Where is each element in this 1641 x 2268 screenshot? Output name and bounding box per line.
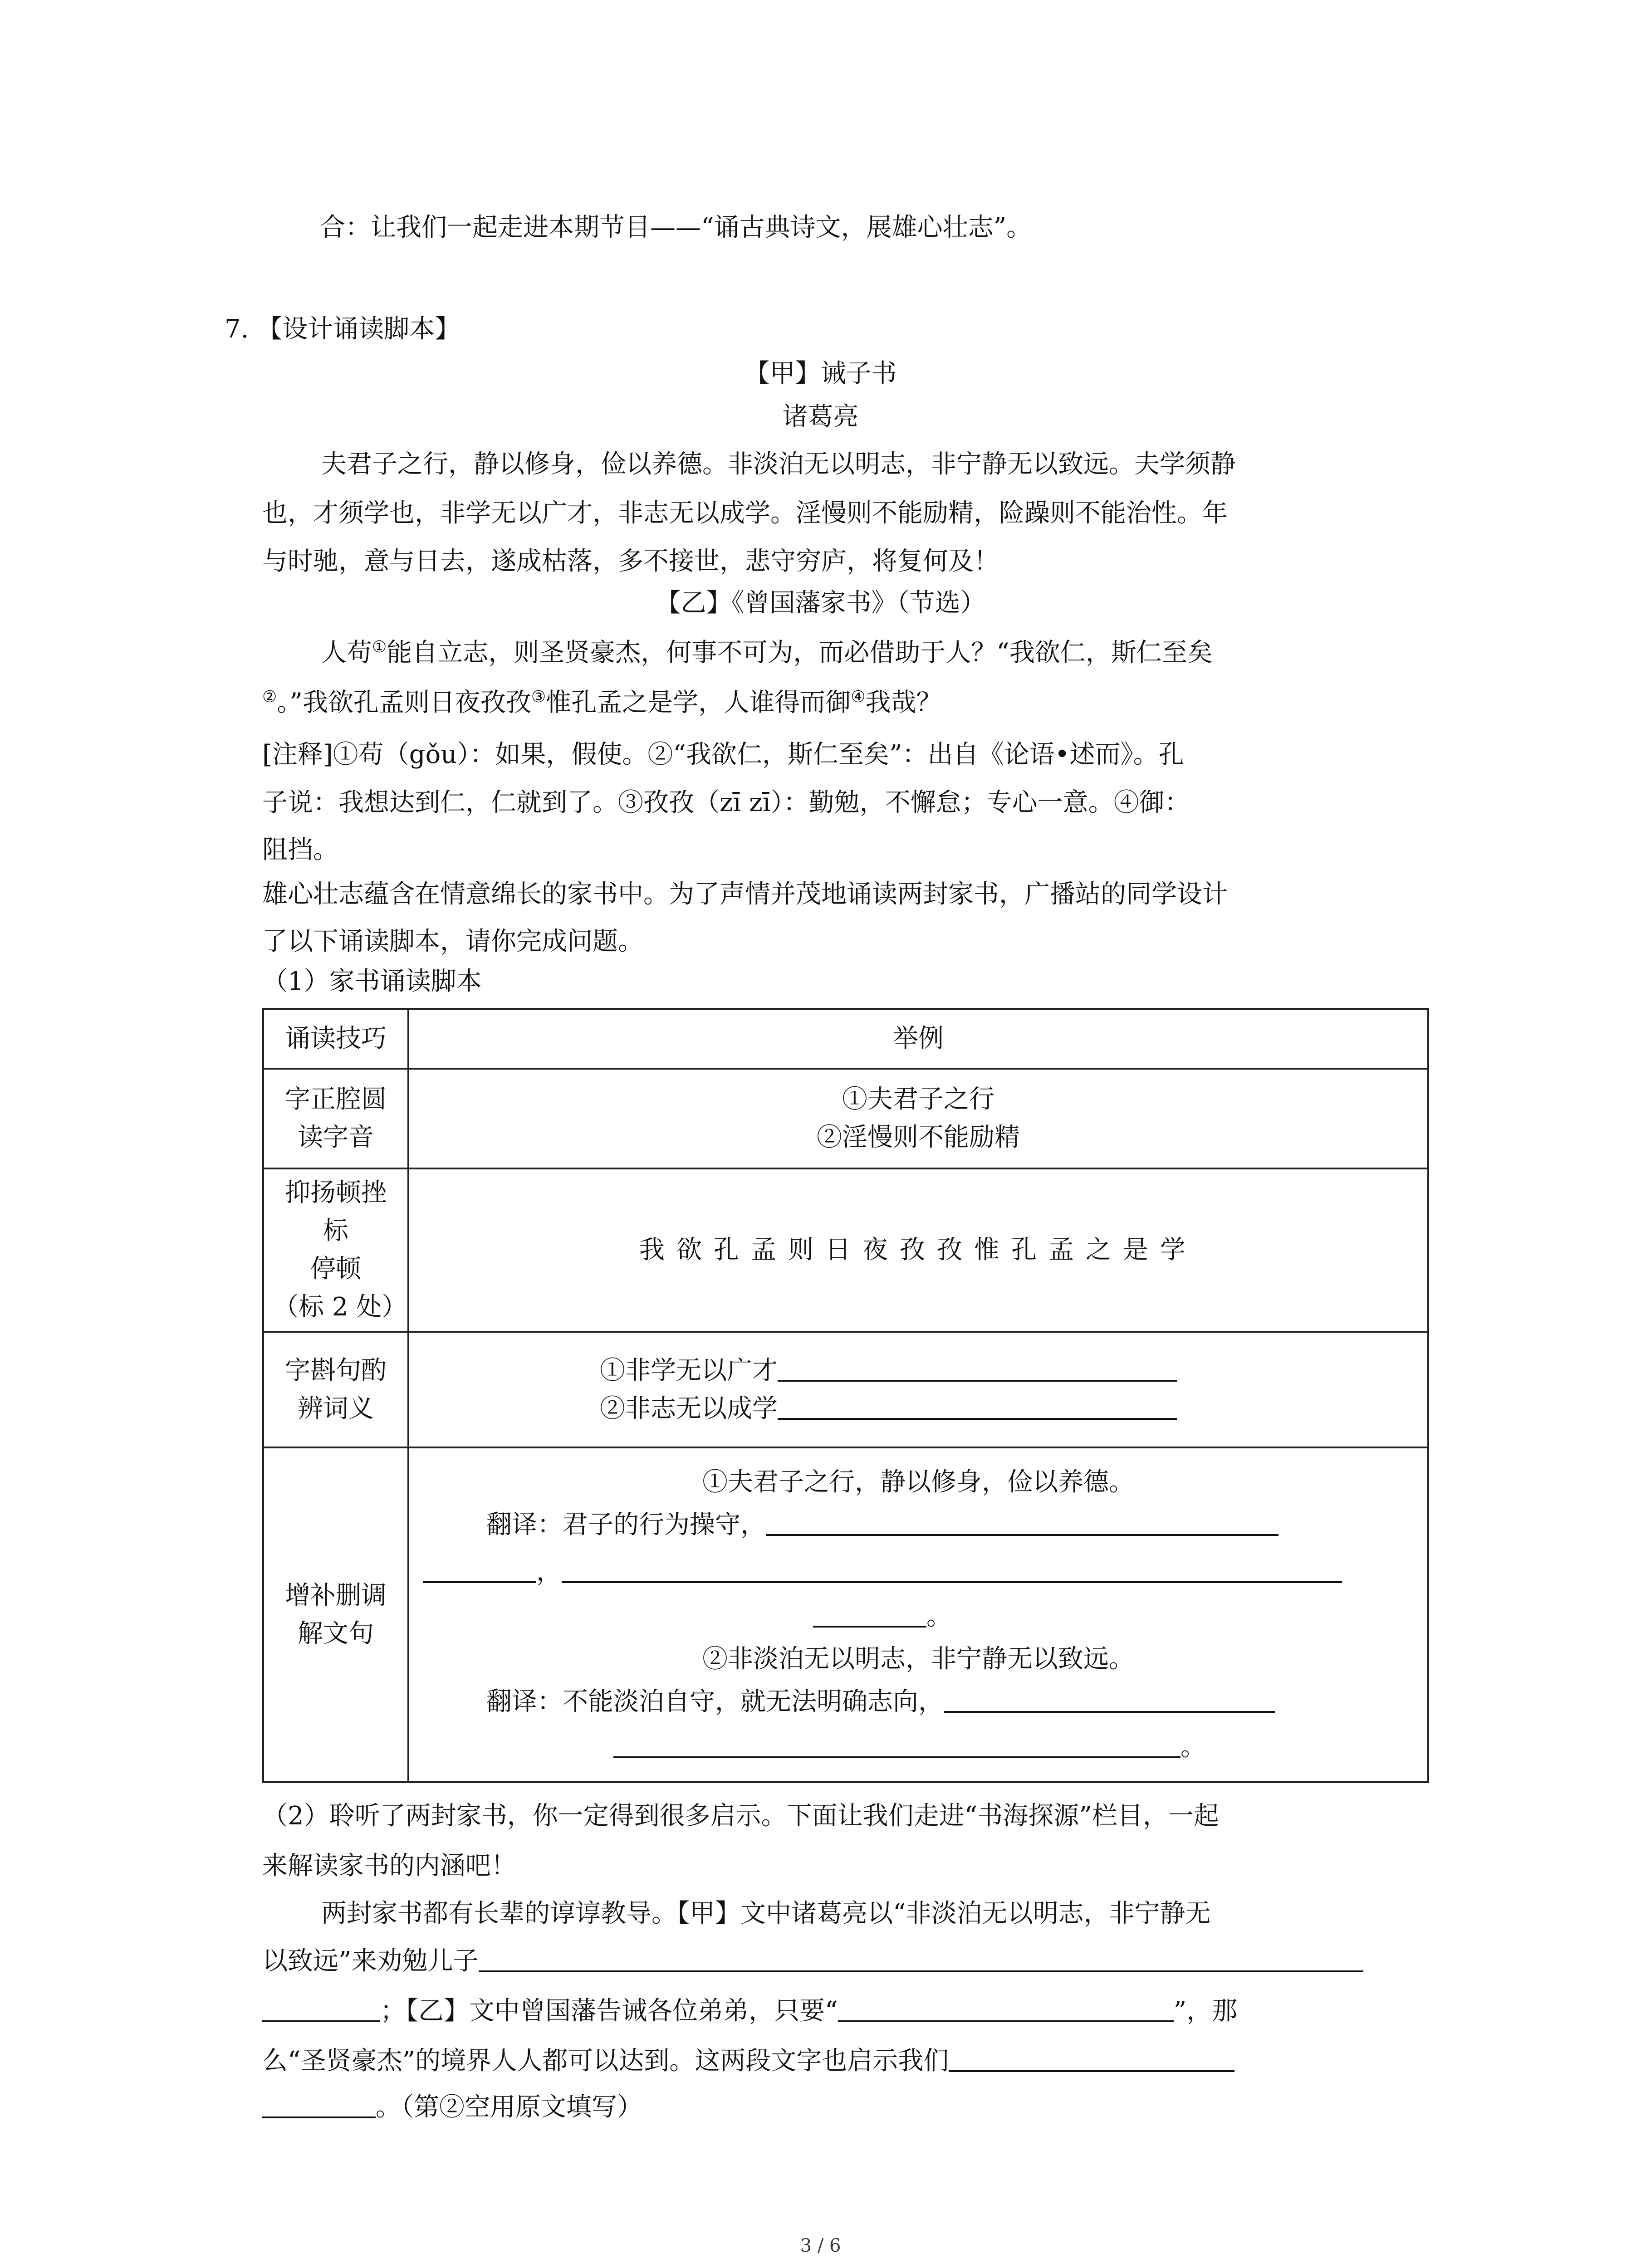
word-meaning-item: ①非学无以广才 <box>418 1352 1418 1390</box>
note-line: [注释]①苟（gǒu）：如果，假使。②“我欲仁，斯仁至矣”：出自《论语•述而》。孔 <box>262 740 1184 769</box>
translation-line: 。 <box>423 1728 1414 1766</box>
header-example: 举例 <box>408 1009 1428 1069</box>
note-line: 阻挡。 <box>262 835 338 865</box>
part2-line: 两封家书都有长辈的谆谆教导。【甲】文中诸葛亮以“非淡泊无以明志，非宁静无 <box>321 1899 1211 1928</box>
translation-cell <box>408 1447 1428 1782</box>
part2-line: 。（第②空用原文填写） <box>262 2092 642 2122</box>
table-row <box>263 1332 1428 1447</box>
source-sentence: ①夫君子之行，静以修身，俭以养德。 <box>702 1467 1134 1497</box>
skill-cell: 增补删调解文句 <box>263 1447 408 1782</box>
example-cell <box>408 1069 1428 1168</box>
source-sentence: ②非淡泊无以明志，非宁静无以致远。 <box>702 1644 1134 1674</box>
pause-sentence[interactable]: 我欲孔孟则日夜孜孜惟孔孟之是学 <box>639 1235 1197 1265</box>
jia-text-line: 也，才须学也，非学无以广才，非志无以成学。淫慢则不能励精，险躁则不能治性。年 <box>262 499 1228 528</box>
yi-title: 【乙】《曾国藩家书》（节选） <box>655 588 986 618</box>
note-line: 子说：我想达到仁，仁就到了。③孜孜（zī zī）：勤勉，不懈怠；专心一意。④御： <box>262 788 1190 817</box>
answer-blank[interactable] <box>562 1558 1342 1583</box>
lead-line: 了以下诵读脚本，请你完成问题。 <box>262 927 643 956</box>
yi-text-line-1: 人苟①能自立志，则圣贤豪杰，何事不可为，而必借助于人？“我欲仁，斯仁至矣 <box>321 638 1213 668</box>
table-row <box>263 1069 1428 1168</box>
table-header-row <box>263 1009 1428 1069</box>
part2-line: 来解读家书的内涵吧！ <box>262 1851 516 1881</box>
skill-cell: 字正腔圆读字音 <box>263 1069 408 1168</box>
skill-cell: 字斟句酌辨词义 <box>263 1332 408 1447</box>
page-number: 3 / 6 <box>800 2235 841 2256</box>
answer-blank-3[interactable] <box>949 2047 1234 2072</box>
subquestion-1-title: （1）家书诵读脚本 <box>262 967 482 996</box>
translation-line: 翻译：君子的行为操守， <box>423 1506 1414 1544</box>
answer-blank[interactable] <box>766 1510 1279 1536</box>
translation-line: 翻译：不能淡泊自守，就无法明确志向， <box>423 1683 1414 1721</box>
part2-line: （2）聆听了两封家书，你一定得到很多启示。下面让我们走进“书海探源”栏目，一起 <box>262 1801 1219 1831</box>
answer-blank[interactable] <box>944 1687 1275 1713</box>
answer-blank[interactable] <box>613 1733 1181 1758</box>
table-row <box>263 1168 1428 1332</box>
jia-title: 【甲】诫子书 <box>744 359 897 388</box>
pause-sentence-cell[interactable] <box>408 1168 1428 1332</box>
word-meaning-item: ②非志无以成学 <box>418 1390 1418 1428</box>
answer-blank-1-cont[interactable] <box>262 1997 380 2022</box>
example-line: ②淫慢则不能励精 <box>817 1123 1020 1152</box>
skill-line: （标 2 处） <box>273 1292 407 1322</box>
answer-blank[interactable] <box>813 1602 926 1628</box>
answer-blank-3-cont[interactable] <box>262 2093 376 2118</box>
example-line: ①夫君子之行 <box>842 1085 994 1114</box>
table-row <box>263 1447 1428 1782</box>
translation-line: 。 <box>423 1598 1414 1636</box>
lead-line: 雄心壮志蕴含在情意绵长的家书中。为了声情并茂地诵读两封家书，广播站的同学设计 <box>262 880 1228 909</box>
intro-line: 合：让我们一起走进本期节目——“诵古典诗文，展雄心壮志”。 <box>320 213 1032 242</box>
skill-cell <box>263 1168 408 1332</box>
yi-text-line-2: ②。”我欲孔孟则日夜孜孜③惟孔孟之是学，人谁得而御④我哉？ <box>262 688 942 718</box>
answer-blank[interactable] <box>778 1394 1177 1420</box>
jia-text-line: 夫君子之行，静以修身，俭以养德。非淡泊无以明志，非宁静无以致远。夫学须静 <box>321 450 1236 479</box>
example-cell <box>408 1332 1428 1447</box>
header-skill: 诵读技巧 <box>263 1009 408 1069</box>
question-title: 7. 【设计诵读脚本】 <box>225 314 460 344</box>
part2-line: ；【乙】文中曾国藩告诫各位弟弟，只要“ ”，那 <box>262 1996 1237 2026</box>
part2-line: 么“圣贤豪杰”的境界人人都可以达到。这两段文字也启示我们 <box>262 2046 1234 2076</box>
skill-line: 抑扬顿挫标 <box>285 1178 387 1246</box>
jia-text-line: 与时驰，意与日去，遂成枯落，多不接世，悲守穷庐，将复何及！ <box>262 547 999 576</box>
answer-blank[interactable] <box>778 1356 1177 1382</box>
translation-line: ， <box>423 1553 1414 1591</box>
recitation-script-table <box>262 1008 1429 1783</box>
answer-blank-1[interactable] <box>479 1947 1363 1972</box>
jia-author: 诸葛亮 <box>782 402 859 431</box>
answer-blank-2[interactable] <box>838 1997 1174 2022</box>
skill-line: 停顿 <box>310 1254 361 1284</box>
part2-line: 以致远”来劝勉儿子 <box>262 1946 1363 1976</box>
answer-blank[interactable] <box>423 1558 536 1583</box>
